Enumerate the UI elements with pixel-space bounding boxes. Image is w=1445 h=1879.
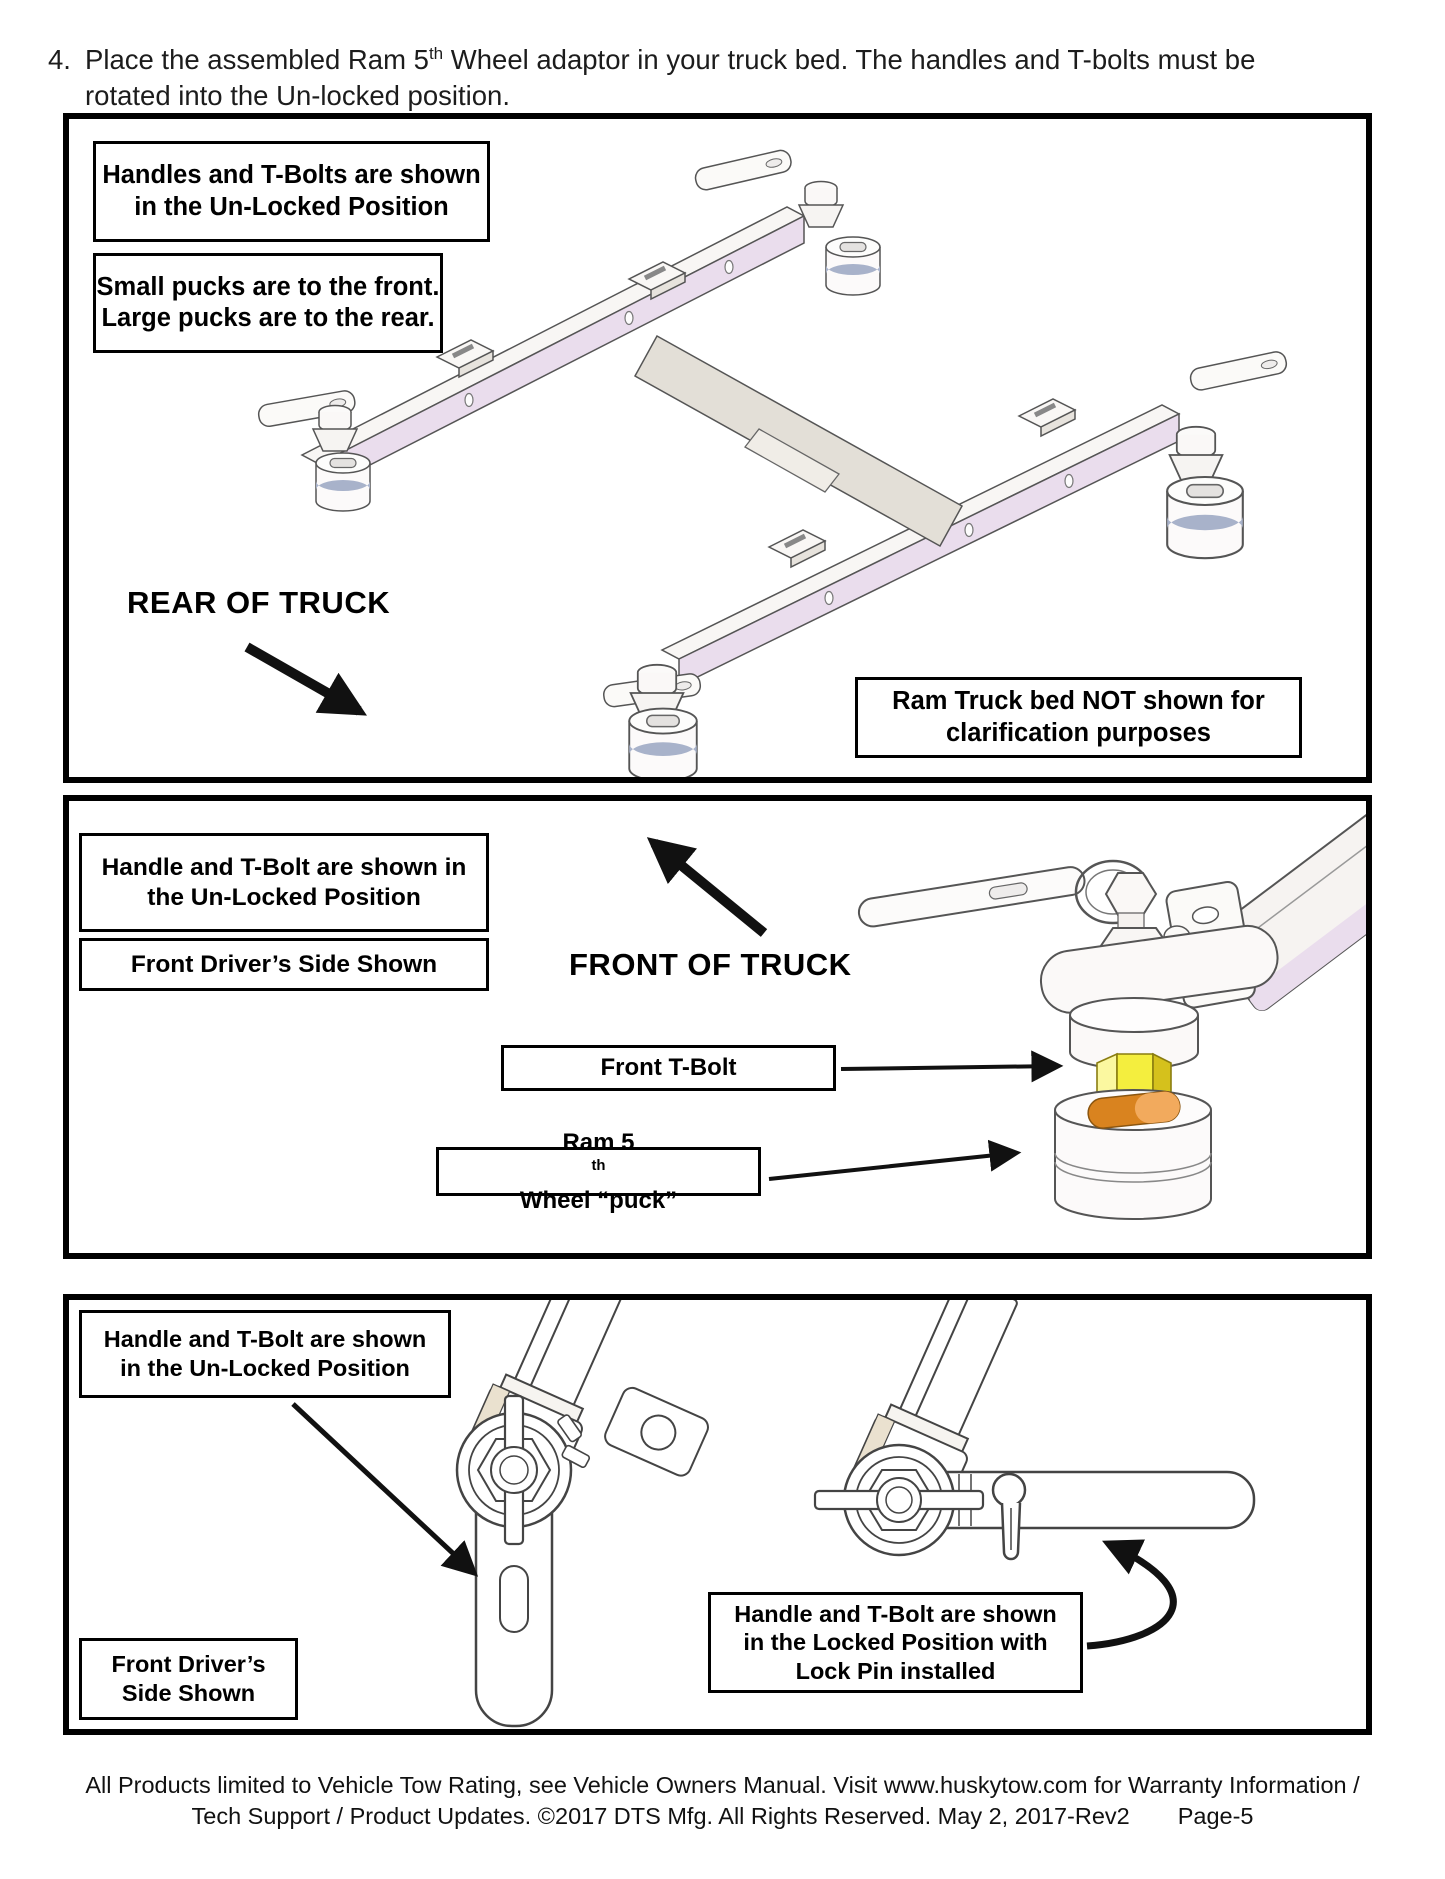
locked-view xyxy=(815,1300,1254,1559)
crossbar xyxy=(635,336,962,546)
callout-handle-unlocked xyxy=(79,1310,451,1398)
tbolt-leader-arrow-icon xyxy=(841,1066,1057,1069)
panel-front-detail xyxy=(63,795,1372,1259)
callout-line: clarification purposes xyxy=(946,718,1211,747)
corner-rear-left xyxy=(602,665,701,777)
callout-line: Small pucks are to the front. xyxy=(96,272,440,301)
rear-of-truck-arrow-icon xyxy=(247,647,359,711)
front-of-truck-arrow-icon xyxy=(654,843,764,933)
callout-driver-side xyxy=(79,1638,298,1720)
step-number: 4. xyxy=(48,44,71,75)
callout-line: in the Un-Locked Position xyxy=(134,192,449,221)
callout-handles-unlocked xyxy=(93,141,490,242)
corner-rear-right xyxy=(1167,350,1288,558)
panel-overview xyxy=(63,113,1372,783)
callout-line: Large pucks are to the rear. xyxy=(101,304,435,332)
panel-handle-detail xyxy=(63,1294,1372,1735)
callout-handle-unlocked xyxy=(79,833,489,932)
step-text-line2: rotated into the Un-locked position. xyxy=(85,80,510,112)
callout-driver-side xyxy=(79,938,489,991)
callout-text: Ram 5 xyxy=(562,1128,635,1156)
puck-leader-arrow-icon xyxy=(769,1153,1015,1179)
step-instruction xyxy=(48,42,1388,115)
callout-ram-puck xyxy=(436,1128,761,1215)
footer-line1: All Products limited to Vehicle Tow Rating, see Vehicle Owners Manual. Visit www.huskytow.com for Warranty Information / xyxy=(85,1772,1360,1798)
callout-line xyxy=(520,1128,677,1216)
footer-line2-wrap xyxy=(0,1801,1445,1832)
callout-front-tbolt xyxy=(501,1045,836,1091)
callout-line: in the Un-Locked Position xyxy=(120,1355,410,1381)
callout-line: Handle and T-Bolt are shown in xyxy=(101,853,467,881)
callout-line: Front Driver’s Side Shown xyxy=(130,950,438,978)
unlocked-view xyxy=(457,1300,711,1726)
callout-line: Ram Truck bed NOT shown for xyxy=(892,687,1265,716)
handle-bar xyxy=(857,865,1087,928)
callout-line: Front Driver’s xyxy=(111,1651,266,1678)
hex-bolt xyxy=(1106,873,1156,929)
footer xyxy=(0,1770,1445,1831)
step-text xyxy=(85,42,1388,115)
footer-line2: Tech Support / Product Updates. ©2017 DTS Mfg. All Rights Reserved. May 2, 2017-Rev2 xyxy=(191,1802,1130,1829)
callout-line: the Un-Locked Position xyxy=(147,883,421,911)
page-number: Page-5 xyxy=(1177,1802,1254,1829)
step-text-part1: Place the assembled Ram 5 xyxy=(85,44,429,75)
front-of-truck-label: FRONT OF TRUCK xyxy=(569,947,852,982)
callout-puck-placement xyxy=(93,253,443,353)
callout-truck-bed-note xyxy=(855,677,1302,758)
callout-text: Wheel “puck” xyxy=(519,1187,678,1215)
callout-line: Front T-Bolt xyxy=(600,1054,737,1082)
locked-curved-arrow-icon xyxy=(1087,1544,1173,1646)
rear-of-truck-label: REAR OF TRUCK xyxy=(127,585,391,620)
callout-line: Handles and T-Bolts are shown xyxy=(102,161,481,190)
callout-line: Handle and T-Bolt are shown xyxy=(103,1326,427,1353)
callout-sup: th xyxy=(591,1157,606,1174)
callout-line: Lock Pin installed xyxy=(795,1657,996,1684)
callout-line: in the Locked Position with xyxy=(743,1629,1048,1656)
unlocked-leader-arrow-icon xyxy=(293,1404,473,1572)
callout-line: Side Shown xyxy=(121,1680,256,1706)
callout-line: Handle and T-Bolt are shown xyxy=(734,1600,1057,1627)
wheel-puck xyxy=(1055,1090,1211,1219)
step-text-sup: th xyxy=(428,43,444,63)
callout-handle-locked xyxy=(708,1592,1083,1693)
rear-rail xyxy=(662,405,1179,686)
step-text-part2: Wheel adaptor in your truck bed. The handles and T-bolts must be xyxy=(443,44,1256,75)
